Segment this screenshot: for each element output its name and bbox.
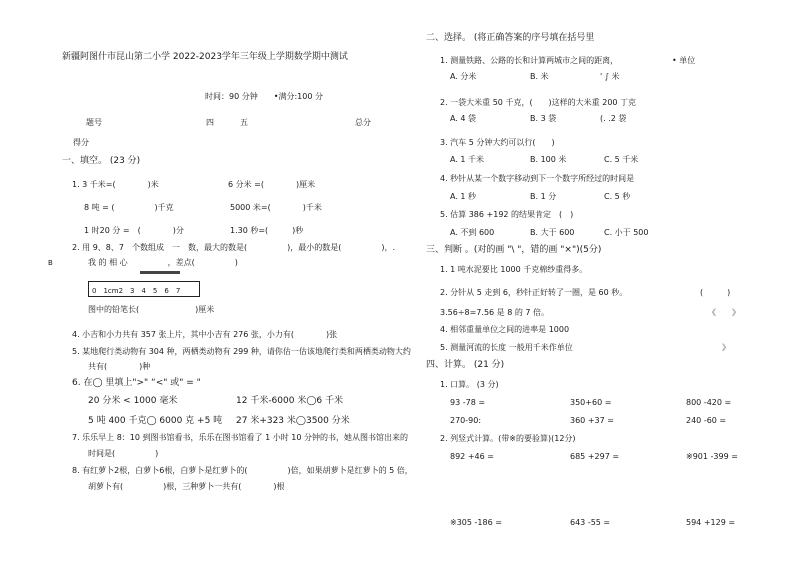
c2-option-c: (. .2 袋 <box>600 114 627 123</box>
calc2-r1-a: 892 +46 = <box>450 452 494 461</box>
calc1-r1-b: 350+60 = <box>570 398 612 407</box>
section-choice: 二、选择。 (将正确答案的序号填在括号里 <box>426 33 595 43</box>
calc2-r1-c: ※901 -399 = <box>686 452 738 461</box>
c5-option-a: A. 不到 600 <box>450 228 495 237</box>
exam-meta: 时间：90 分钟 •满分:100 分 <box>205 92 323 101</box>
q5-b: 共有( )种 <box>88 362 151 371</box>
c1-question: 1. 测量铁路、公路的长和计算两城市之间的距离， <box>440 56 619 65</box>
q1-f: 1.30 秒=( )秒 <box>230 226 304 235</box>
q6-b: 20 分米 < 1000 毫米 <box>88 396 178 406</box>
j5: 5. 测量河流的长度 一般用千米作单位 <box>440 343 573 352</box>
c2-question: 2. 一袋大米重 50 千克，( )这样的大米重 200 丁克 <box>440 98 637 107</box>
calc2-r2-c: 594 +129 = <box>686 518 736 527</box>
exam-title: 新疆阿图什市昆山第二小学 2022-2023学年三年级上学期数学期中测试 <box>62 52 348 62</box>
q1-c: 8 吨 = ( )千克 <box>84 203 174 212</box>
calc1-r2-b: 360 +37 = <box>570 416 614 425</box>
c4-option-a: A. 1 秒 <box>450 192 477 201</box>
calc1-r2-c: 240 -60 = <box>686 416 727 425</box>
c1-option-a: A. 分米 <box>450 72 477 81</box>
q2-mark: B <box>48 259 53 267</box>
q1-b: 6 分米 =( )厘米 <box>228 180 316 189</box>
q2-subtext: 我 的 相 心 ，差点( ) <box>88 258 238 267</box>
table-col-four: 四 <box>206 118 214 127</box>
c5-option-c: C. 小于 500 <box>604 228 649 237</box>
section-fill-blank: 一、填空。 (23 分) <box>62 156 141 166</box>
table-col-five: 五 <box>240 118 248 127</box>
q7-b: 时间是( ) <box>88 449 159 458</box>
q6-e: 27 米+323 米◯3500 分米 <box>236 416 350 426</box>
c4-question: 4. 秒针从某一个数字移动到下一个数字所经过的时间是 <box>440 174 635 183</box>
q1-a: 1. 3 千米=( )米 <box>72 180 159 189</box>
calc1-title: 1. 口算。 (3 分) <box>440 380 499 389</box>
c4-option-b: B. 1 分 <box>530 192 557 201</box>
c4-option-c: C. 5 秒 <box>604 192 631 201</box>
c1-unit: • 单位 <box>672 56 696 65</box>
calc1-r1-c: 800 -420 = <box>686 398 732 407</box>
q1-e: 1 时20 分 = ( )分 <box>84 226 184 235</box>
pencil-shape <box>140 271 180 274</box>
table-col-total: 总分 <box>355 118 371 127</box>
c2-option-b: B. 3 袋 <box>530 114 557 123</box>
j5-bracket: 》 <box>722 343 730 352</box>
calc2-r2-a: ※305 -186 = <box>450 518 502 527</box>
section-calc: 四、计算。 (21 分) <box>426 360 505 370</box>
section-judge: 三、判断 。(对的画 "\ "，错的画 "×")(5分) <box>426 245 602 255</box>
q7-a: 7. 乐乐早上 8：10 到图书馆看书，乐乐在图书馆看了 1 小时 10 分钟的书，她从图书馆出来的 <box>72 433 408 442</box>
calc1-r2-a: 270-90: <box>450 416 482 425</box>
c3-option-c: C. 5 千米 <box>604 155 639 164</box>
table-col-question: 题号 <box>86 118 102 127</box>
q6-c: 12 千米-6000 米◯6 千米 <box>236 396 343 406</box>
q4: 4. 小吉和小力共有 357 张上片，其中小吉有 276 张，小力有( )张 <box>72 330 338 339</box>
c5-option-b: B. 大于 600 <box>530 228 575 237</box>
j3: 3.56÷8=7.56 是 8 的 7 倍。 <box>440 308 550 317</box>
calc2-r1-b: 685 +297 = <box>570 452 620 461</box>
calc1-r1-a: 93 -78 = <box>450 398 486 407</box>
c3-question: 3. 汽车 5 分钟大约可以行( ) <box>440 138 555 147</box>
c3-option-b: B. 100 米 <box>530 155 567 164</box>
q8-a: 8. 有红萝卜2根，白萝卜6根，白萝卜是红萝卜的( )倍，如果胡萝卜是红萝卜的 5 倍， <box>72 466 413 475</box>
c1-option-b: B. 米 <box>530 72 549 81</box>
j2: 2. 分针从 5 走到 6，秒针正好转了一圈，是 60 秒。 <box>440 288 628 297</box>
q8-b: 胡萝卜有( )根，三种萝卜一共有( )根 <box>88 482 285 491</box>
calc2-r2-b: 643 -55 = <box>570 518 611 527</box>
q5-a: 5. 某地爬行类动物有 304 种，两栖类动物有 299 种，请你估一估该地爬行类和两栖类动物大约 <box>72 347 411 356</box>
c2-option-a: A. 4 袋 <box>450 114 477 123</box>
q6-a: 6. 在◯ 里填上">" “<" 或" = " <box>72 378 201 388</box>
j2-bracket: ( ) <box>700 288 731 297</box>
ruler-scale: 0 1cm2 3 4 5 6 7 <box>92 287 181 295</box>
c3-option-a: A. 1 千米 <box>450 155 485 164</box>
calc2-title: 2. 列竖式计算。(带※的要验算)(12分) <box>440 434 576 443</box>
j4: 4. 相邻重量单位之间的进率是 1000 <box>440 325 570 334</box>
j1: 1. 1 吨水泥要比 1000 千克棉纱重得多。 <box>440 265 588 274</box>
c1-option-c: ' ∫ 米 <box>600 72 620 81</box>
q2-pencil-length: 图中的铅笔长( )厘米 <box>88 305 215 314</box>
table-row-score: 得分 <box>73 138 89 147</box>
q2-text: 2. 用 9、8、7 个数组成 一 数，最大的数是( )，最小的数是( )，. <box>72 243 396 252</box>
q6-d: 5 吨 400 千克◯ 6000 克 +5 吨 <box>88 416 223 426</box>
q1-d: 5000 米=( )千米 <box>230 203 322 212</box>
j3-bracket: 《 》 <box>708 308 740 317</box>
c5-question: 5. 估算 386 +192 的结果肯定 ( ) <box>440 210 574 219</box>
